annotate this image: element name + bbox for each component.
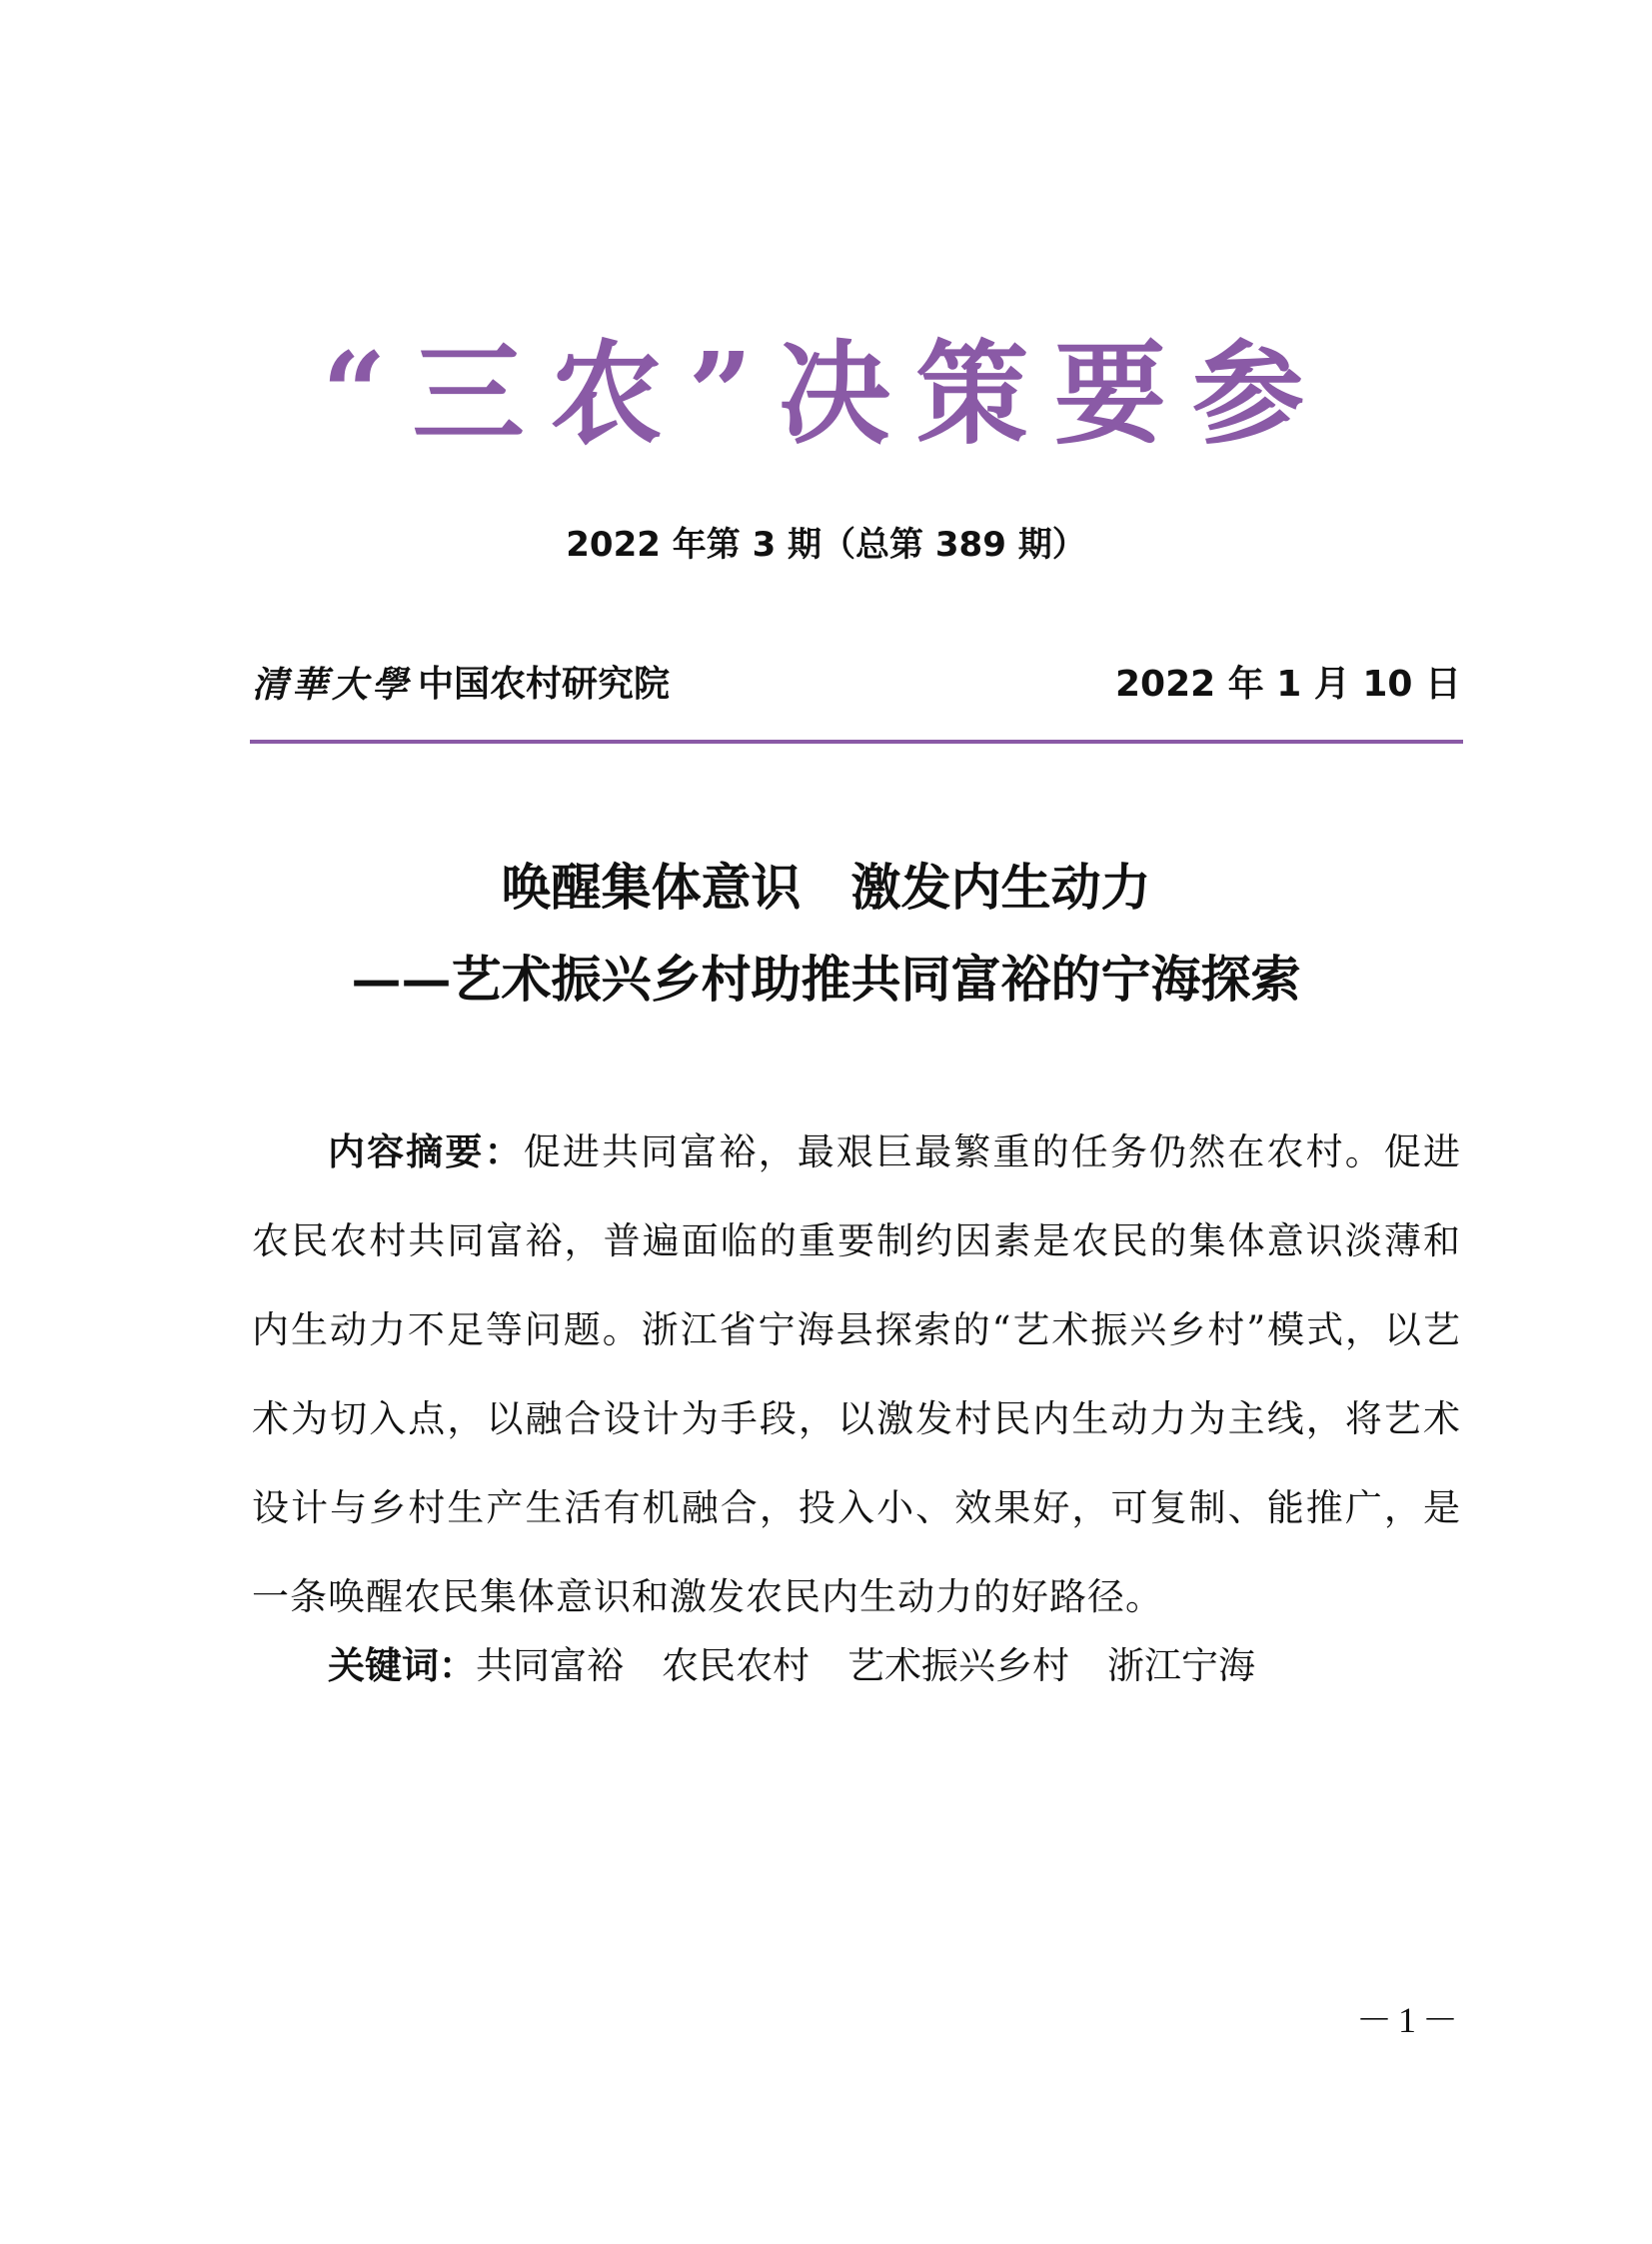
keyword: 浙江宁海 <box>1107 1644 1255 1687</box>
abstract-text: 促进共同富裕，最艰巨最繁重的任务仍然在农村。促进农民农村共同富裕，普遍面临的重要制约因素是农民的集体意识淡薄和内生动力不足等问题。浙江省宁海县探索的“艺术振兴乡村”模式，以艺术为切入点，以融合设计为手段，以激发村民内生动力为主线，将艺术设计与乡村生产生活有机融合，投入小、效果好，可复制、能推广，是一条唤醒农民集体意识和激发农民内生动力的好路径。 <box>252 1130 1462 1618</box>
keywords-line <box>328 1639 1461 1693</box>
institute-name: 中国农村研究院 <box>418 664 671 705</box>
article-title: 唤醒集体意识 激发内生动力 <box>501 858 1151 917</box>
page-number: －1－ <box>1355 2000 1464 2040</box>
keyword: 农民农村 <box>662 1644 810 1687</box>
masthead-title: “三农”决策要参 <box>322 329 1330 460</box>
abstract-paragraph <box>252 1108 1461 1641</box>
header-divider <box>250 740 1463 744</box>
university-logo-text: 清華大學 <box>252 664 413 706</box>
issue-number: 2022 年第 3 期（总第 389 期） <box>566 525 1086 565</box>
publisher-line <box>252 658 1461 712</box>
keyword: 共同富裕 <box>476 1644 624 1687</box>
abstract-label: 内容摘要： <box>328 1130 524 1173</box>
keyword: 艺术振兴乡村 <box>847 1644 1069 1687</box>
publication-date: 2022 年 1 月 10 日 <box>1114 664 1461 705</box>
keywords-label: 关键词： <box>328 1644 476 1687</box>
article-subtitle: ——艺术振兴乡村助推共同富裕的宁海探索 <box>351 950 1301 1009</box>
